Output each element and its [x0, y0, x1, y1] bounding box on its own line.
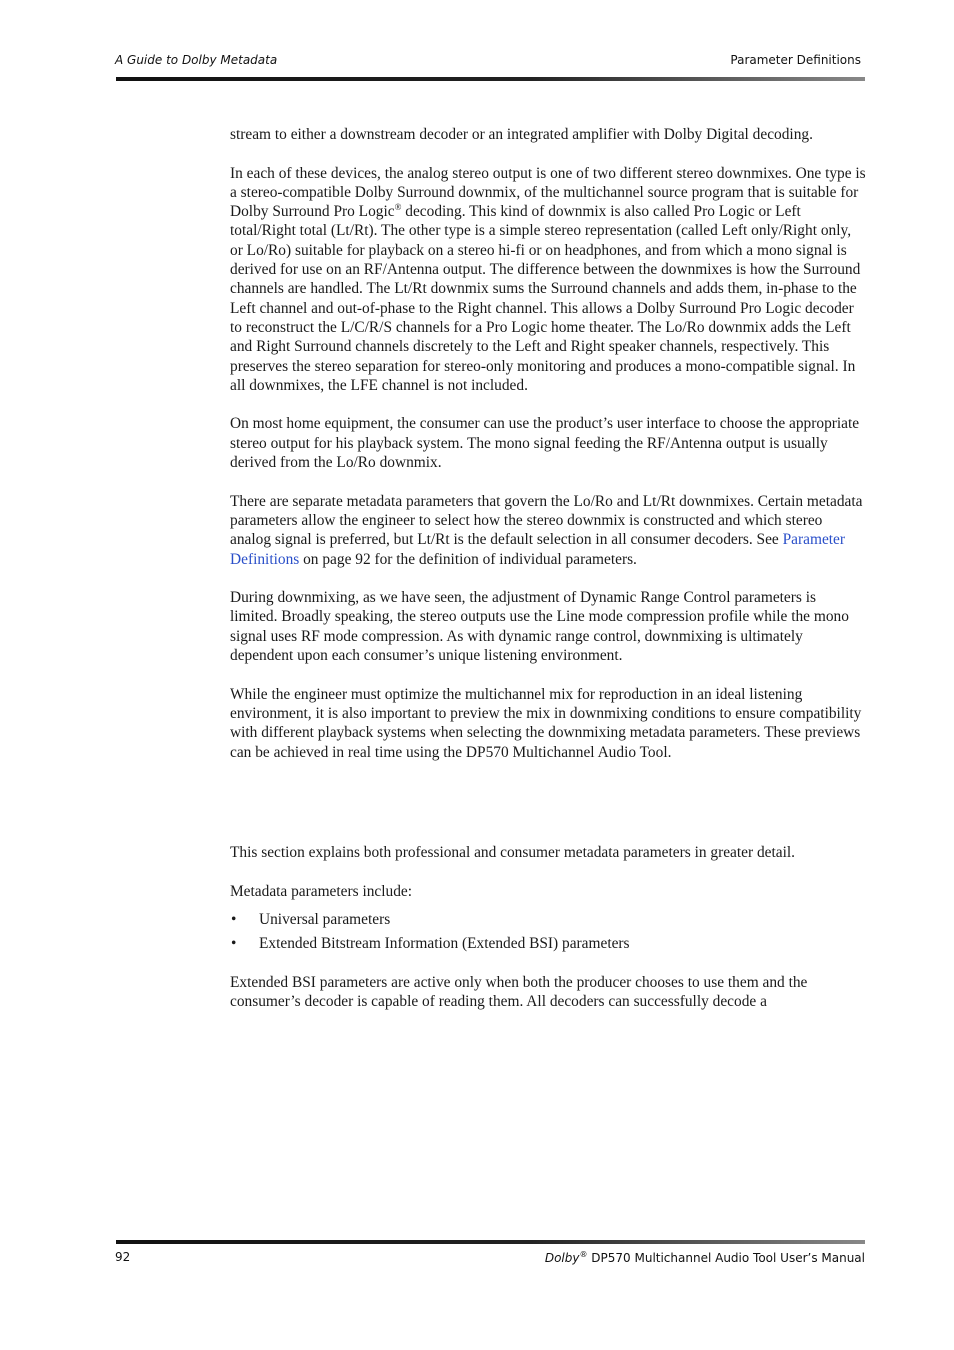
parameter-definitions-link[interactable]: Parameter Definitions	[230, 531, 846, 568]
paragraph: While the engineer must optimize the multichannel mix for reproduction in an ideal listening environment, it is also important to preview the mix in downmixing conditions to ensure compatibility with different playback systems when selecting the downmixing metadata parameters. These previews can be achieved in real time using the DP570 Multichannel Audio Tool.	[230, 685, 862, 761]
bullet-list	[230, 910, 866, 954]
paragraph: During downmixing, as we have seen, the adjustment of Dynamic Range Control parameters is limited. Broadly speaking, the stereo outputs use the Line mode compression profile while the mono signal uses RF mode compression. As with dynamic range control, downmixing is ultimately dependent upon each consumer’s unique listening environment.	[230, 589, 849, 665]
paragraph: Metadata parameters include:	[230, 882, 413, 900]
footer-rule	[116, 1240, 865, 1244]
running-header-title: A Guide to Dolby Metadata	[115, 53, 278, 67]
paragraph: stream to either a downstream decoder or an integrated amplifier with Dolby Digital decoding.	[230, 126, 813, 143]
registered-mark: ®	[394, 202, 402, 213]
running-header-section: Parameter Definitions	[730, 53, 861, 67]
bullet-icon: •	[231, 935, 237, 953]
brand-name: Dolby	[544, 1251, 580, 1265]
bullet-icon: •	[231, 910, 237, 928]
paragraph: Extended BSI parameters are active only when both the producer chooses to use them and the consumer’s decoder is capable of reading them. All decoders can successfully decode a	[230, 973, 808, 1010]
paragraph: There are separate metadata parameters that govern the Lo/Ro and Lt/Rt downmixes. Certain metadata parameters allow the engineer to select how the stereo downmix is constructed and which stereo analog signal is preferred, but Lt/Rt is the default selection in all consumer decoders. See Parameter Definitions on page 92 for the definition of individual parameters.	[230, 492, 863, 568]
paragraph: In each of these devices, the analog stereo output is one of two different stereo downmixes. One type is a stereo-compatible Dolby Surround downmix, of the multichannel source program that is suitable for Dolby Surround Pro Logic® decoding. This kind of downmix is also called Pro Logic or Left total/Right total (Lt/Rt). The other type is a simple stereo representation (called Left only/Right only, or Lo/Ro) suitable for playback on a stereo hi-fi or on headphones, and from which a mono signal is derived for use on an RF/Antenna output. The difference between the downmixes is how the Surround channels are handled. The Lt/Rt downmix sums the Surround channels and adds them, in-phase to the Left channel and out-of-phase to the Right channel. This allows a Dolby Surround Pro Logic decoder to reconstruct the L/C/R/S channels for a Pro Logic home theater. The Lo/Ro downmix adds the Left and Right Surround channels discretely to the Left and Right speaker channels, respectively. This preserves the stereo separation for stereo-only monitoring and produces a mono-compatible signal. In all downmixes, the LFE channel is not included.	[230, 164, 866, 394]
header-rule	[116, 77, 865, 81]
page-number: 92	[115, 1250, 131, 1264]
registered-mark: ®	[579, 1250, 588, 1259]
list-item: • Universal parameters	[231, 910, 391, 928]
list-item: • Extended Bitstream Information (Extended BSI) parameters	[231, 935, 630, 953]
running-footer-title: Dolby® DP570 Multichannel Audio Tool User’s Manual	[544, 1250, 865, 1265]
paragraph: On most home equipment, the consumer can use the product’s user interface to choose the appropriate stereo output for his playback system. The mono signal feeding the RF/Antenna output is usually derived from the Lo/Ro downmix.	[230, 415, 860, 472]
page-body	[230, 125, 866, 1030]
section-gap	[230, 781, 866, 843]
paragraph: This section explains both professional and consumer metadata parameters in greater detail.	[230, 844, 795, 862]
